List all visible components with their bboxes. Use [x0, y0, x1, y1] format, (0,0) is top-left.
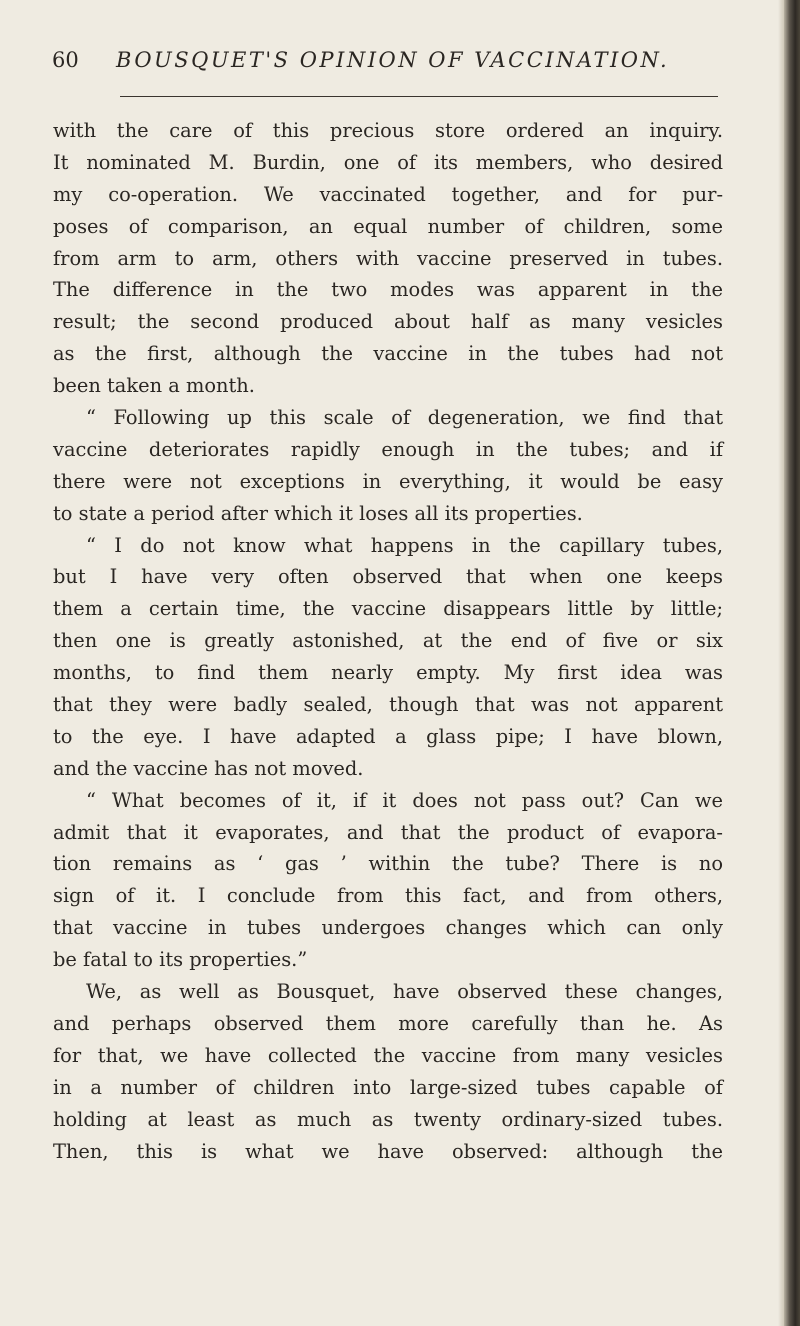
body-text [53, 115, 723, 1167]
text-line: been taken a month. [53, 374, 255, 398]
text-line: and the vaccine has not moved. [53, 756, 364, 780]
text-line: from arm to arm, others with vaccine preserved in tubes. [53, 246, 723, 270]
text-line: poses of comparison, an equal number of children, some [53, 214, 723, 238]
text-line: months, to find them nearly empty. My first idea was [53, 661, 723, 685]
text-line: in a number of children into large-sized tubes capable of [53, 1075, 723, 1099]
text-line: admit that it evaporates, and that the product of evapora- [53, 820, 723, 844]
text-line: The difference in the two modes was apparent in the [53, 278, 723, 302]
text-line: but I have very often observed that when one keeps [53, 565, 723, 589]
text-line: then one is greatly astonished, at the end of five or six [53, 629, 723, 653]
text-line: sign of it. I conclude from this fact, and from others, [53, 884, 723, 908]
running-title: BOUSQUET'S OPINION OF VACCINATION. [116, 48, 670, 72]
text-line: Then, this is what we have observed: although the [53, 1139, 723, 1163]
text-line: vaccine deteriorates rapidly enough in the tubes; and if [53, 437, 723, 461]
text-line: holding at least as much as twenty ordinary-sized tubes. [53, 1107, 723, 1131]
book-spine [784, 0, 800, 1326]
text-line: “ Following up this scale of degeneration, we find that [86, 406, 723, 430]
text-line: them a certain time, the vaccine disappears little by little; [53, 597, 723, 621]
text-line: there were not exceptions in everything, it would be easy [53, 469, 723, 493]
page-header [52, 48, 732, 84]
text-line: result; the second produced about half as many vesicles [53, 310, 723, 334]
text-line: my co-operation. We vaccinated together, and for pur- [53, 182, 723, 206]
text-line: to state a period after which it loses all its properties. [53, 501, 583, 525]
text-line: for that, we have collected the vaccine from many vesicles [53, 1043, 723, 1067]
text-line: that they were badly sealed, though that was not apparent [53, 693, 723, 717]
header-rule [120, 96, 718, 97]
text-line: We, as well as Bousquet, have observed these changes, [86, 980, 723, 1004]
text-line: It nominated M. Burdin, one of its members, who desired [53, 150, 723, 174]
text-line: to the eye. I have adapted a glass pipe; I have blown, [53, 724, 723, 748]
text-line: tion remains as ‘ gas ’ within the tube? There is no [53, 852, 723, 876]
text-line: “ What becomes of it, if it does not pass out? Can we [86, 788, 723, 812]
text-line: that vaccine in tubes undergoes changes which can only [53, 916, 723, 940]
text-line: with the care of this precious store ordered an inquiry. [53, 119, 723, 142]
text-line: “ I do not know what happens in the capillary tubes, [86, 533, 723, 557]
text-line: as the first, although the vaccine in the tubes had not [53, 342, 723, 366]
text-line: and perhaps observed them more carefully than he. As [53, 1011, 723, 1035]
page-number: 60 [52, 48, 79, 72]
text-line: be fatal to its properties.” [53, 948, 308, 972]
